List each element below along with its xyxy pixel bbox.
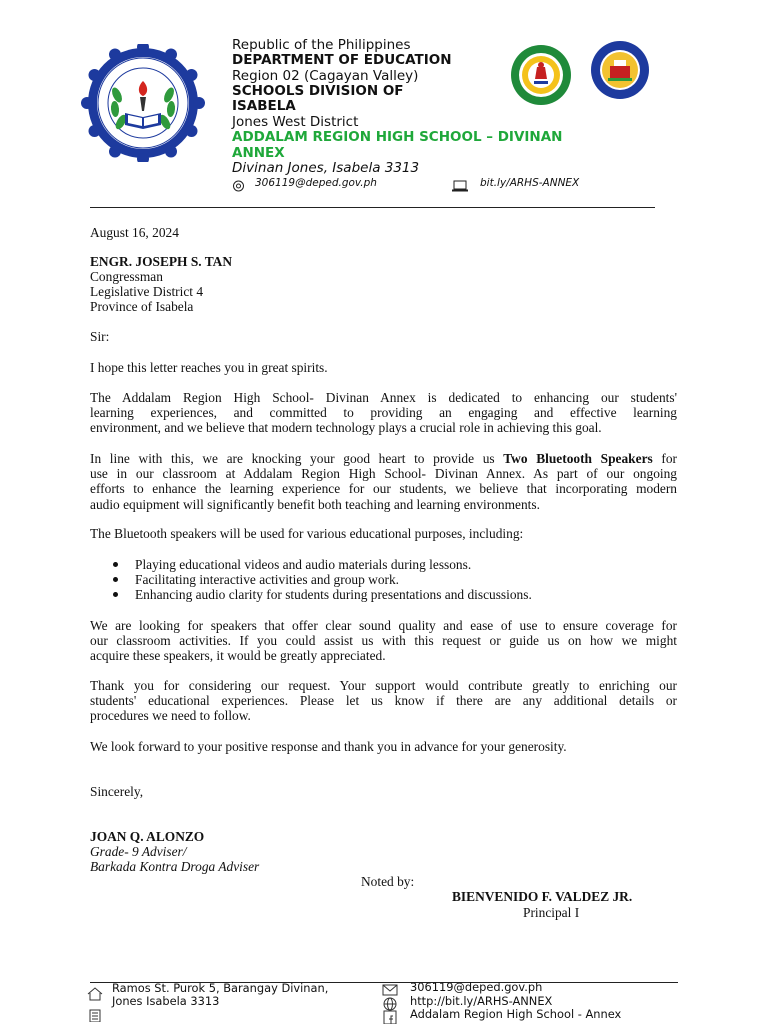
- paragraph-greeting: I hope this letter reaches you in great spirits.: [90, 360, 328, 375]
- principal-title: Principal I: [523, 905, 580, 920]
- school-seal-logo: [73, 44, 213, 162]
- bullet-text: Facilitating interactive activities and group work.: [135, 572, 400, 587]
- header-email[interactable]: 306119@deped.gov.ph: [255, 177, 377, 189]
- header-school-address: Divinan Jones, Isabela 3313: [232, 160, 420, 176]
- paragraph-speakers-line: We are looking for speakers that offer clear sound quality and ease of use to ensure coverage for: [90, 618, 677, 633]
- building-icon: [87, 1008, 103, 1022]
- paragraph-request-line: efforts to enhance the learning experience for our students, we believe that incorporating modern: [90, 481, 677, 497]
- signer-name: JOAN Q. ALONZO: [90, 829, 205, 844]
- paragraph-request-line: use in our classroom at Addalam Region High School- Divinan Annex. As part of our ongoing: [90, 466, 677, 482]
- header-division-line2: ISABELA: [232, 98, 296, 114]
- header-school-name-annex: ANNEX: [232, 145, 285, 161]
- header-link[interactable]: bit.ly/ARHS-ANNEX: [480, 177, 580, 189]
- footer-email[interactable]: 306119@deped.gov.ph: [410, 980, 543, 994]
- header-division-line1: SCHOOLS DIVISION OF: [232, 83, 404, 99]
- deped-seal-logo: [506, 44, 576, 106]
- salutation: Sir:: [90, 329, 110, 344]
- paragraph-purposes-intro: The Bluetooth speakers will be used for various educational purposes, including:: [90, 526, 524, 541]
- paragraph-closing-remark: We look forward to your positive response and thank you in advance for your generosity.: [90, 739, 567, 754]
- paragraph-intro-line: The Addalam Region High School- Divinan Annex is dedicated to enhancing our students': [90, 390, 677, 405]
- bullet-text: Enhancing audio clarity for students during presentations and discussions.: [135, 587, 532, 602]
- bullet-dot-icon: [113, 592, 118, 597]
- header-divider: [90, 207, 655, 208]
- paragraph-speakers-line: our classroom activities. If you could assist us with this request or guide us on how we might: [90, 633, 677, 649]
- letter-date: August 16, 2024: [90, 225, 179, 240]
- recipient-name: ENGR. JOSEPH S. TAN: [90, 254, 232, 269]
- paragraph-speakers: [90, 618, 677, 664]
- footer-address-line2: Jones Isabela 3313: [112, 994, 220, 1008]
- paragraph-thanks: [90, 678, 677, 724]
- closing: Sincerely,: [90, 784, 144, 799]
- paragraph-thanks-line: procedures we need to follow.: [90, 708, 251, 724]
- bullet-dot-icon: [113, 577, 118, 582]
- paragraph-thanks-line: students' educational experiences. Please let us know if there are any additional details or: [90, 693, 677, 709]
- at-icon: [232, 180, 245, 192]
- paragraph-speakers-line: acquire these speakers, it would be greatly appreciated.: [90, 648, 386, 664]
- paragraph-request: [90, 451, 677, 512]
- noted-by-label: Noted by:: [361, 874, 415, 889]
- footer-address-line1: Ramos St. Purok 5, Barangay Divinan,: [112, 981, 329, 995]
- principal-name: BIENVENIDO F. VALDEZ JR.: [452, 889, 633, 904]
- request-item-bold: Two Bluetooth Speakers: [503, 451, 653, 466]
- laptop-icon: [452, 180, 468, 192]
- paragraph-intro: [90, 390, 677, 436]
- paragraph-intro-line: environment, and we believe that modern technology plays a crucial role in achieving this goal.: [90, 420, 602, 436]
- signer-role: Grade- 9 Adviser/: [90, 844, 187, 859]
- bullet-item: [113, 587, 532, 603]
- recipient-district: Legislative District 4: [90, 284, 204, 299]
- request-text-end: for: [652, 451, 677, 466]
- recipient-title: Congressman: [90, 269, 163, 284]
- request-text-start: In line with this, we are knocking your good heart to provide us: [90, 451, 504, 466]
- facebook-icon: [382, 1010, 398, 1024]
- header-republic: Republic of the Philippines: [232, 37, 411, 53]
- recipient-province: Province of Isabela: [90, 299, 194, 314]
- paragraph-intro-line: learning experiences, and committed to providing an engaging and effective learning: [90, 405, 677, 421]
- paragraph-request-line: [90, 451, 677, 466]
- signer-role-secondary: Barkada Kontra Droga Adviser: [90, 859, 260, 874]
- paragraph-thanks-line: Thank you for considering our request. Your support would contribute greatly to enriching our: [90, 678, 677, 693]
- header-school-name: ADDALAM REGION HIGH SCHOOL – DIVINAN: [232, 129, 563, 145]
- globe-icon: [382, 997, 398, 1011]
- jones-west-district-logo: [585, 40, 655, 100]
- bullet-item: [113, 557, 471, 573]
- footer-link[interactable]: http://bit.ly/ARHS-ANNEX: [410, 994, 553, 1008]
- header-department: DEPARTMENT OF EDUCATION: [232, 52, 452, 68]
- footer-facebook[interactable]: Addalam Region High School - Annex: [410, 1007, 622, 1021]
- header-district: Jones West District: [232, 114, 359, 130]
- paragraph-request-line: audio equipment will significantly benefit both teaching and learning environments.: [90, 496, 540, 512]
- bullet-text: Playing educational videos and audio materials during lessons.: [135, 557, 472, 572]
- home-icon: [87, 987, 103, 1001]
- bullet-dot-icon: [113, 562, 118, 567]
- envelope-icon: [382, 983, 398, 997]
- bullet-item: [113, 572, 399, 588]
- header-region: Region 02 (Cagayan Valley): [232, 68, 419, 84]
